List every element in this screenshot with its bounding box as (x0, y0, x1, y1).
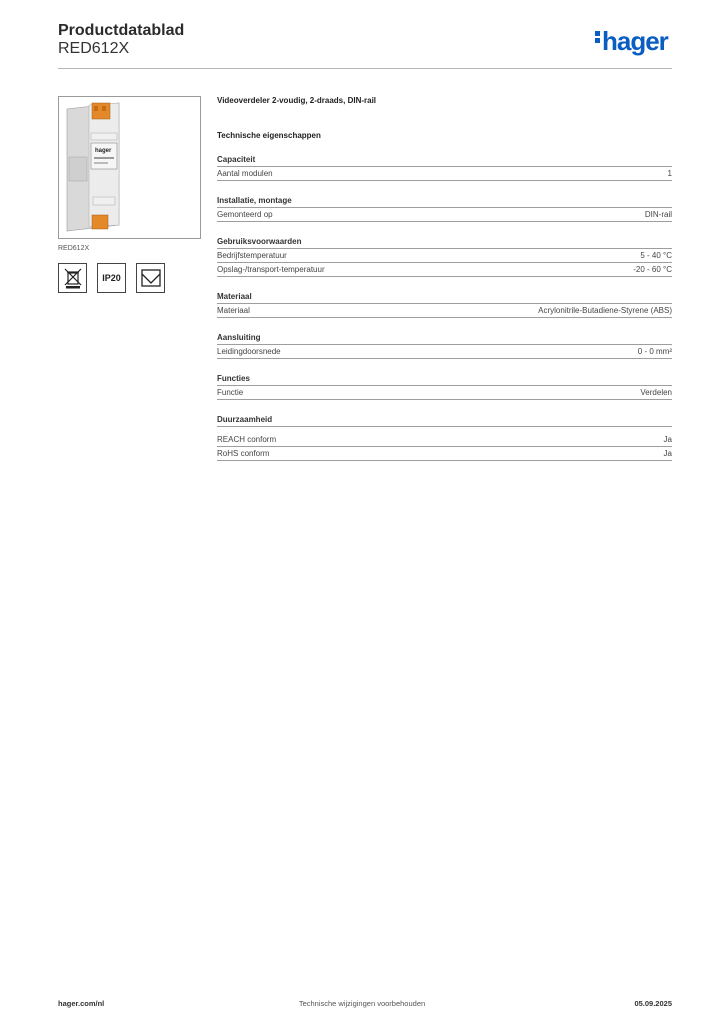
section-title: Functies (217, 374, 672, 386)
pictogram-row (58, 263, 165, 293)
spec-label: RoHS conform (217, 449, 270, 458)
spec-label: Functie (217, 388, 244, 397)
product-description: Videoverdeler 2-voudig, 2-draads, DIN-rail (217, 96, 377, 105)
spec-value: Verdelen (640, 388, 672, 397)
specs-heading: Technische eigenschappen (217, 131, 321, 140)
spec-row (217, 249, 672, 263)
svg-text:hager: hager (95, 148, 112, 154)
spec-value: Ja (663, 435, 672, 444)
footer-website-link[interactable]: hager.com/nl (58, 999, 105, 1008)
spec-section-functies (217, 374, 672, 400)
section-title: Capaciteit (217, 155, 672, 167)
section-title: Aansluiting (217, 333, 672, 345)
section-title: Installatie, montage (217, 196, 672, 208)
header-divider (58, 68, 672, 69)
spec-value: DIN-rail (644, 210, 672, 219)
spec-label: Opslag-/transport-temperatuur (217, 265, 325, 274)
din-rail-module-illustration (59, 97, 200, 238)
spec-row (217, 304, 672, 318)
spec-label: Bedrijfstemperatuur (217, 251, 287, 260)
spec-row (217, 263, 672, 277)
footer-notice: Technische wijzigingen voorbehouden (298, 999, 426, 1008)
document-title: Productdatablad (58, 22, 185, 39)
spec-row (217, 386, 672, 400)
spec-row (217, 433, 672, 447)
spec-row (217, 447, 672, 461)
spec-section-installatie (217, 196, 672, 222)
spec-value: 0 - 0 mm² (637, 347, 672, 356)
spec-row (217, 167, 672, 181)
spec-value: 5 - 40 °C (640, 251, 672, 260)
spec-value: -20 - 60 °C (633, 265, 672, 274)
spec-row (217, 208, 672, 222)
spec-value: Ja (663, 449, 672, 458)
spec-label: Leidingdoorsnede (217, 347, 281, 356)
ip20-rating-badge (97, 263, 126, 293)
spec-label: Materiaal (217, 306, 250, 315)
spec-section-gebruiksvoorwaarden (217, 237, 672, 277)
spec-section-capaciteit (217, 155, 672, 181)
product-image (58, 96, 201, 239)
spec-label: Aantal modulen (217, 169, 273, 178)
section-title: Materiaal (217, 292, 672, 304)
spec-section-materiaal (217, 292, 672, 318)
footer-date: 05.09.2025 (634, 999, 672, 1008)
logo-dots-icon (595, 31, 600, 45)
section-title: Duurzaamheid (217, 415, 672, 427)
spec-section-duurzaamheid (217, 415, 672, 461)
spec-label: REACH conform (217, 435, 277, 444)
image-caption: RED612X (58, 245, 90, 252)
spec-value: Acrylonitrile-Butadiene-Styrene (ABS) (538, 306, 672, 315)
section-title: Gebruiksvoorwaarden (217, 237, 672, 249)
ip-rating-label: IP20 (102, 273, 121, 283)
spec-value: 1 (667, 169, 672, 178)
logo-text: hager (602, 26, 668, 56)
hager-logo (595, 28, 668, 54)
spec-row (217, 345, 672, 359)
spec-section-aansluiting (217, 333, 672, 359)
spec-label: Gemonteerd op (217, 210, 273, 219)
weee-crossed-bin-icon (58, 263, 87, 293)
document-subtitle: RED612X (58, 40, 130, 57)
specifications-panel (217, 96, 672, 461)
tested-mark-icon (136, 263, 165, 293)
